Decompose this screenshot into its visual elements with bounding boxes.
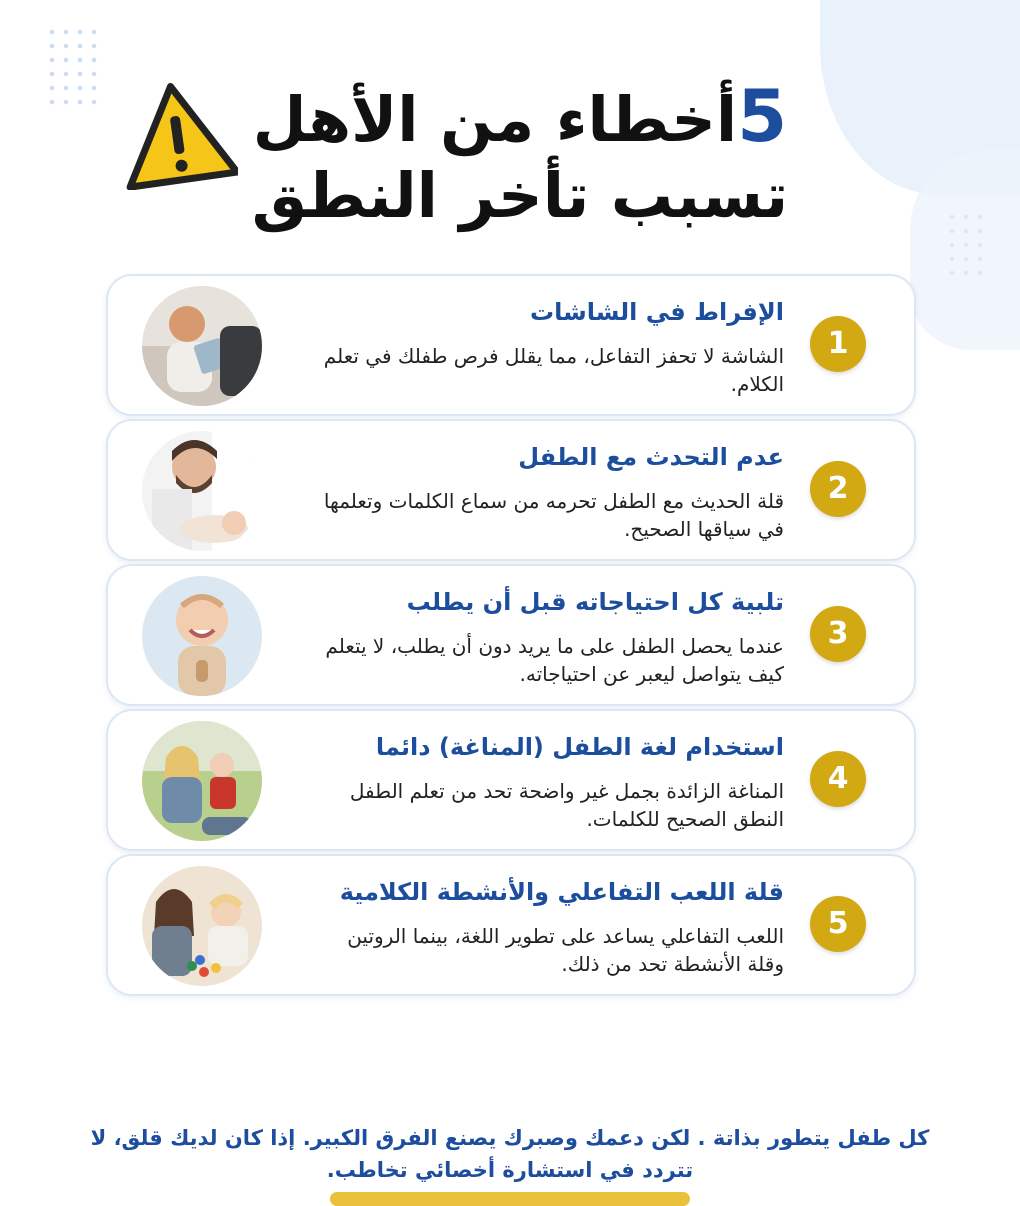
mistake-card-3	[106, 564, 916, 706]
card-title: استخدام لغة الطفل (المناغة) دائما	[375, 733, 784, 761]
title-line-2: تسبب تأخر النطق	[251, 159, 789, 232]
card-photo-mother-child	[142, 721, 262, 841]
warning-icon	[118, 80, 238, 190]
card-number-badge: 2	[810, 461, 866, 517]
card-title: قلة اللعب التفاعلي والأنشطة الكلامية	[339, 878, 784, 906]
card-number-badge: 5	[810, 896, 866, 952]
mistake-card-5	[106, 854, 916, 996]
card-title: عدم التحدث مع الطفل	[518, 443, 784, 471]
card-description: عندما يحصل الطفل على ما يريد دون أن يطلب، لا يتعلم كيف يتواصل ليعبر عن احتياجاته.	[325, 634, 784, 686]
card-description: قلة الحديث مع الطفل تحرمه من سماع الكلمات وتعلمها في سياقها الصحيح.	[323, 489, 784, 541]
footer-note: كل طفل يتطور بذاتة . لكن دعمك وصبرك يصنع الفرق الكبير. إذا كان لديك قلق، لا تتردد في استشارة أخصائي تخاطب.	[90, 1126, 930, 1182]
title-number: 5	[737, 74, 788, 158]
bottom-accent-bar	[330, 1192, 690, 1206]
card-description: الشاشة لا تحفز التفاعل، مما يقلل فرص طفلك في تعلم الكلام.	[323, 344, 784, 396]
card-description: اللعب التفاعلي يساعد على تطوير اللغة، بينما الروتين وقلة الأنشطة تحد من ذلك.	[347, 924, 784, 976]
dot-pattern	[45, 25, 105, 105]
dot-pattern-right	[945, 210, 985, 280]
card-photo-playing	[142, 866, 262, 986]
card-photo-talking	[142, 431, 262, 551]
page-title	[250, 74, 790, 234]
card-title: الإفراط في الشاشات	[529, 298, 784, 326]
card-photo-baby	[142, 576, 262, 696]
card-photo-screens	[142, 286, 262, 406]
card-number-badge: 3	[810, 606, 866, 662]
card-title: تلبية كل احتياجاته قبل أن يطلب	[406, 588, 784, 616]
title-line-1: أخطاء من الأهل	[252, 83, 738, 156]
mistake-card-4	[106, 709, 916, 851]
card-number-badge: 4	[810, 751, 866, 807]
card-description: المناغة الزائدة بجمل غير واضحة تحد من تعلم الطفل النطق الصحيح للكلمات.	[349, 779, 784, 831]
mistake-card-2	[106, 419, 916, 561]
mistake-card-1	[106, 274, 916, 416]
card-number-badge: 1	[810, 316, 866, 372]
